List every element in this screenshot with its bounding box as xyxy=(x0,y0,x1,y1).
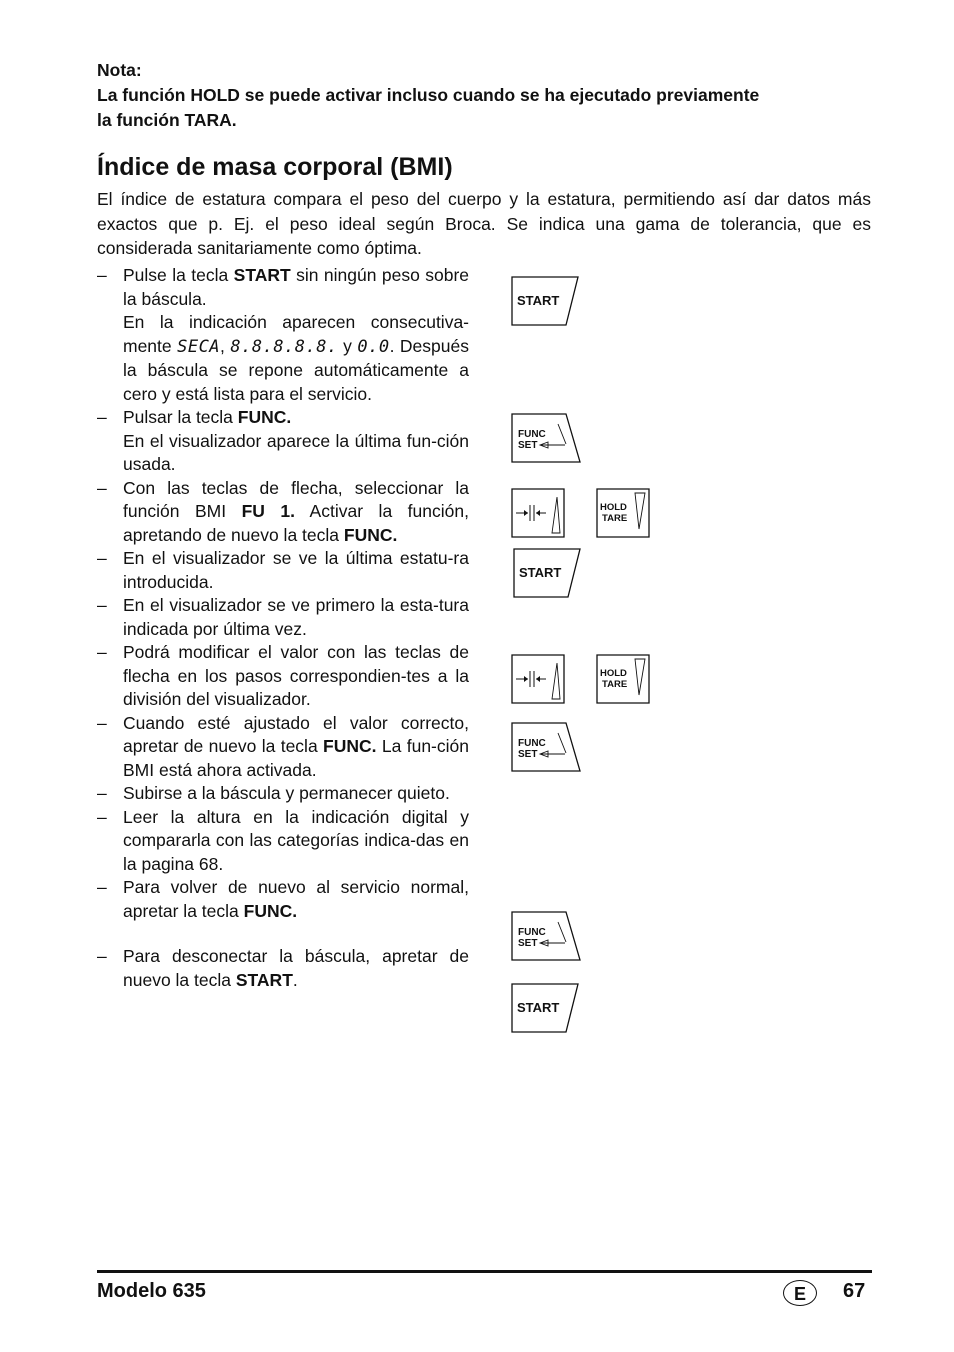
svg-text:FUNC: FUNC xyxy=(518,927,546,938)
start-key-icon xyxy=(510,275,582,327)
section-title: Índice de masa corporal (BMI) xyxy=(97,153,453,181)
hold-tare-key-icon xyxy=(595,487,653,539)
step-text: En el visualizador aparece la última fun-ción usada. xyxy=(123,430,469,474)
hold-tare-key-icon xyxy=(595,653,653,705)
func-set-key-icon xyxy=(510,721,584,773)
svg-text:SET: SET xyxy=(518,440,538,451)
step-text: Pulse la tecla START sin ningún peso sobre la báscula. xyxy=(123,265,470,309)
svg-text:FUNC: FUNC xyxy=(518,429,546,440)
list-bullet: – xyxy=(97,946,107,966)
list-bullet: – xyxy=(97,595,107,615)
display-readout-test: 8.8.8.8.8. xyxy=(230,336,338,357)
svg-text:TARE: TARE xyxy=(602,513,628,524)
display-readout-seca: SECA xyxy=(177,336,221,357)
note-line-2: la función TARA. xyxy=(97,110,237,130)
list-bullet: – xyxy=(97,407,107,427)
func-set-key-icon xyxy=(510,910,584,962)
footer-rule xyxy=(97,1270,872,1273)
list-item xyxy=(97,945,469,992)
arrow-key-icon xyxy=(510,487,568,539)
step-text: En el visualizador se ve la última estatu-ra introducida. xyxy=(123,548,469,592)
list-item xyxy=(97,782,469,806)
list-bullet: – xyxy=(97,265,107,285)
list-bullet: – xyxy=(97,806,107,827)
display-readout-zero: 0.0 xyxy=(357,336,390,357)
note xyxy=(97,58,877,133)
step-text: Cuando esté ajustado el valor correcto, apretar de nuevo la tecla FUNC. La fun-ción BMI está ahora activada. xyxy=(123,712,469,780)
step-text: Para volver de nuevo al servicio normal, apretar la tecla FUNC. xyxy=(123,877,469,921)
language-badge: E xyxy=(783,1280,817,1306)
svg-text:HOLD: HOLD xyxy=(600,502,627,513)
step-text: Leer la altura en la indicación digital y compararla con las categorías indica-das en la pagina 68. xyxy=(123,806,469,874)
list-item xyxy=(97,712,469,783)
list-item xyxy=(97,406,469,477)
list-bullet: – xyxy=(97,477,107,498)
list-item xyxy=(97,594,469,641)
svg-text:TARE: TARE xyxy=(602,679,628,690)
intro-paragraph: El índice de estatura compara el peso del cuerpo y la estatura, permitiendo así dar datos más exactos que p. Ej. el peso ideal según Broca. Se indica una gama de tolerancia, que es considerada sanitariamente como óptima. xyxy=(97,189,871,258)
step-text: Subirse a la báscula y permanecer quieto. xyxy=(123,783,450,803)
list-bullet: – xyxy=(97,712,107,733)
list-item xyxy=(97,641,469,712)
list-bullet: – xyxy=(97,783,107,803)
func-set-key-icon xyxy=(510,412,584,464)
svg-text:FUNC: FUNC xyxy=(518,738,546,749)
svg-text:START: START xyxy=(519,565,562,580)
page-number: 67 xyxy=(843,1280,866,1302)
list-bullet: – xyxy=(97,548,107,568)
list-bullet: – xyxy=(97,877,107,897)
svg-text:HOLD: HOLD xyxy=(600,668,627,679)
list-item xyxy=(97,264,469,406)
arrow-key-icon xyxy=(510,653,568,705)
step-text: En el visualizador se ve primero la esta-tura indicada por última vez. xyxy=(123,595,469,639)
note-line-1: La función HOLD se puede activar incluso cuando se ha ejecutado previamente xyxy=(97,85,760,105)
svg-text:START: START xyxy=(517,1000,560,1015)
svg-text:SET: SET xyxy=(518,938,538,949)
start-key-icon xyxy=(510,982,582,1034)
start-key-icon xyxy=(512,547,584,599)
footer-model: Modelo 635 xyxy=(97,1280,206,1302)
step-text: Podrá modificar el valor con las teclas de flecha en los pasos correspondien-tes a la división del visualizador. xyxy=(123,642,469,709)
list-item xyxy=(97,547,469,594)
list-item xyxy=(97,477,469,548)
svg-text:START: START xyxy=(517,293,560,308)
list-bullet: – xyxy=(97,642,107,662)
step-text: Con las teclas de flecha, seleccionar la función BMI FU 1. Activar la función, apretando de nuevo la tecla FUNC. xyxy=(123,477,469,545)
svg-text:SET: SET xyxy=(518,749,538,760)
step-text: Para desconectar la báscula, apretar de nuevo la tecla START. xyxy=(123,946,469,990)
step-text: En la indicación aparecen consecutiva-mente SECA, 8.8.8.8.8. y 0.0. Después la báscula se repone automáticamente a cero y está lista para el servicio. xyxy=(123,312,469,404)
list-item xyxy=(97,806,469,877)
step-text: Pulsar la tecla FUNC. xyxy=(123,407,292,427)
list-item xyxy=(97,876,469,923)
instruction-list xyxy=(97,264,469,992)
note-label: Nota: xyxy=(97,60,142,80)
